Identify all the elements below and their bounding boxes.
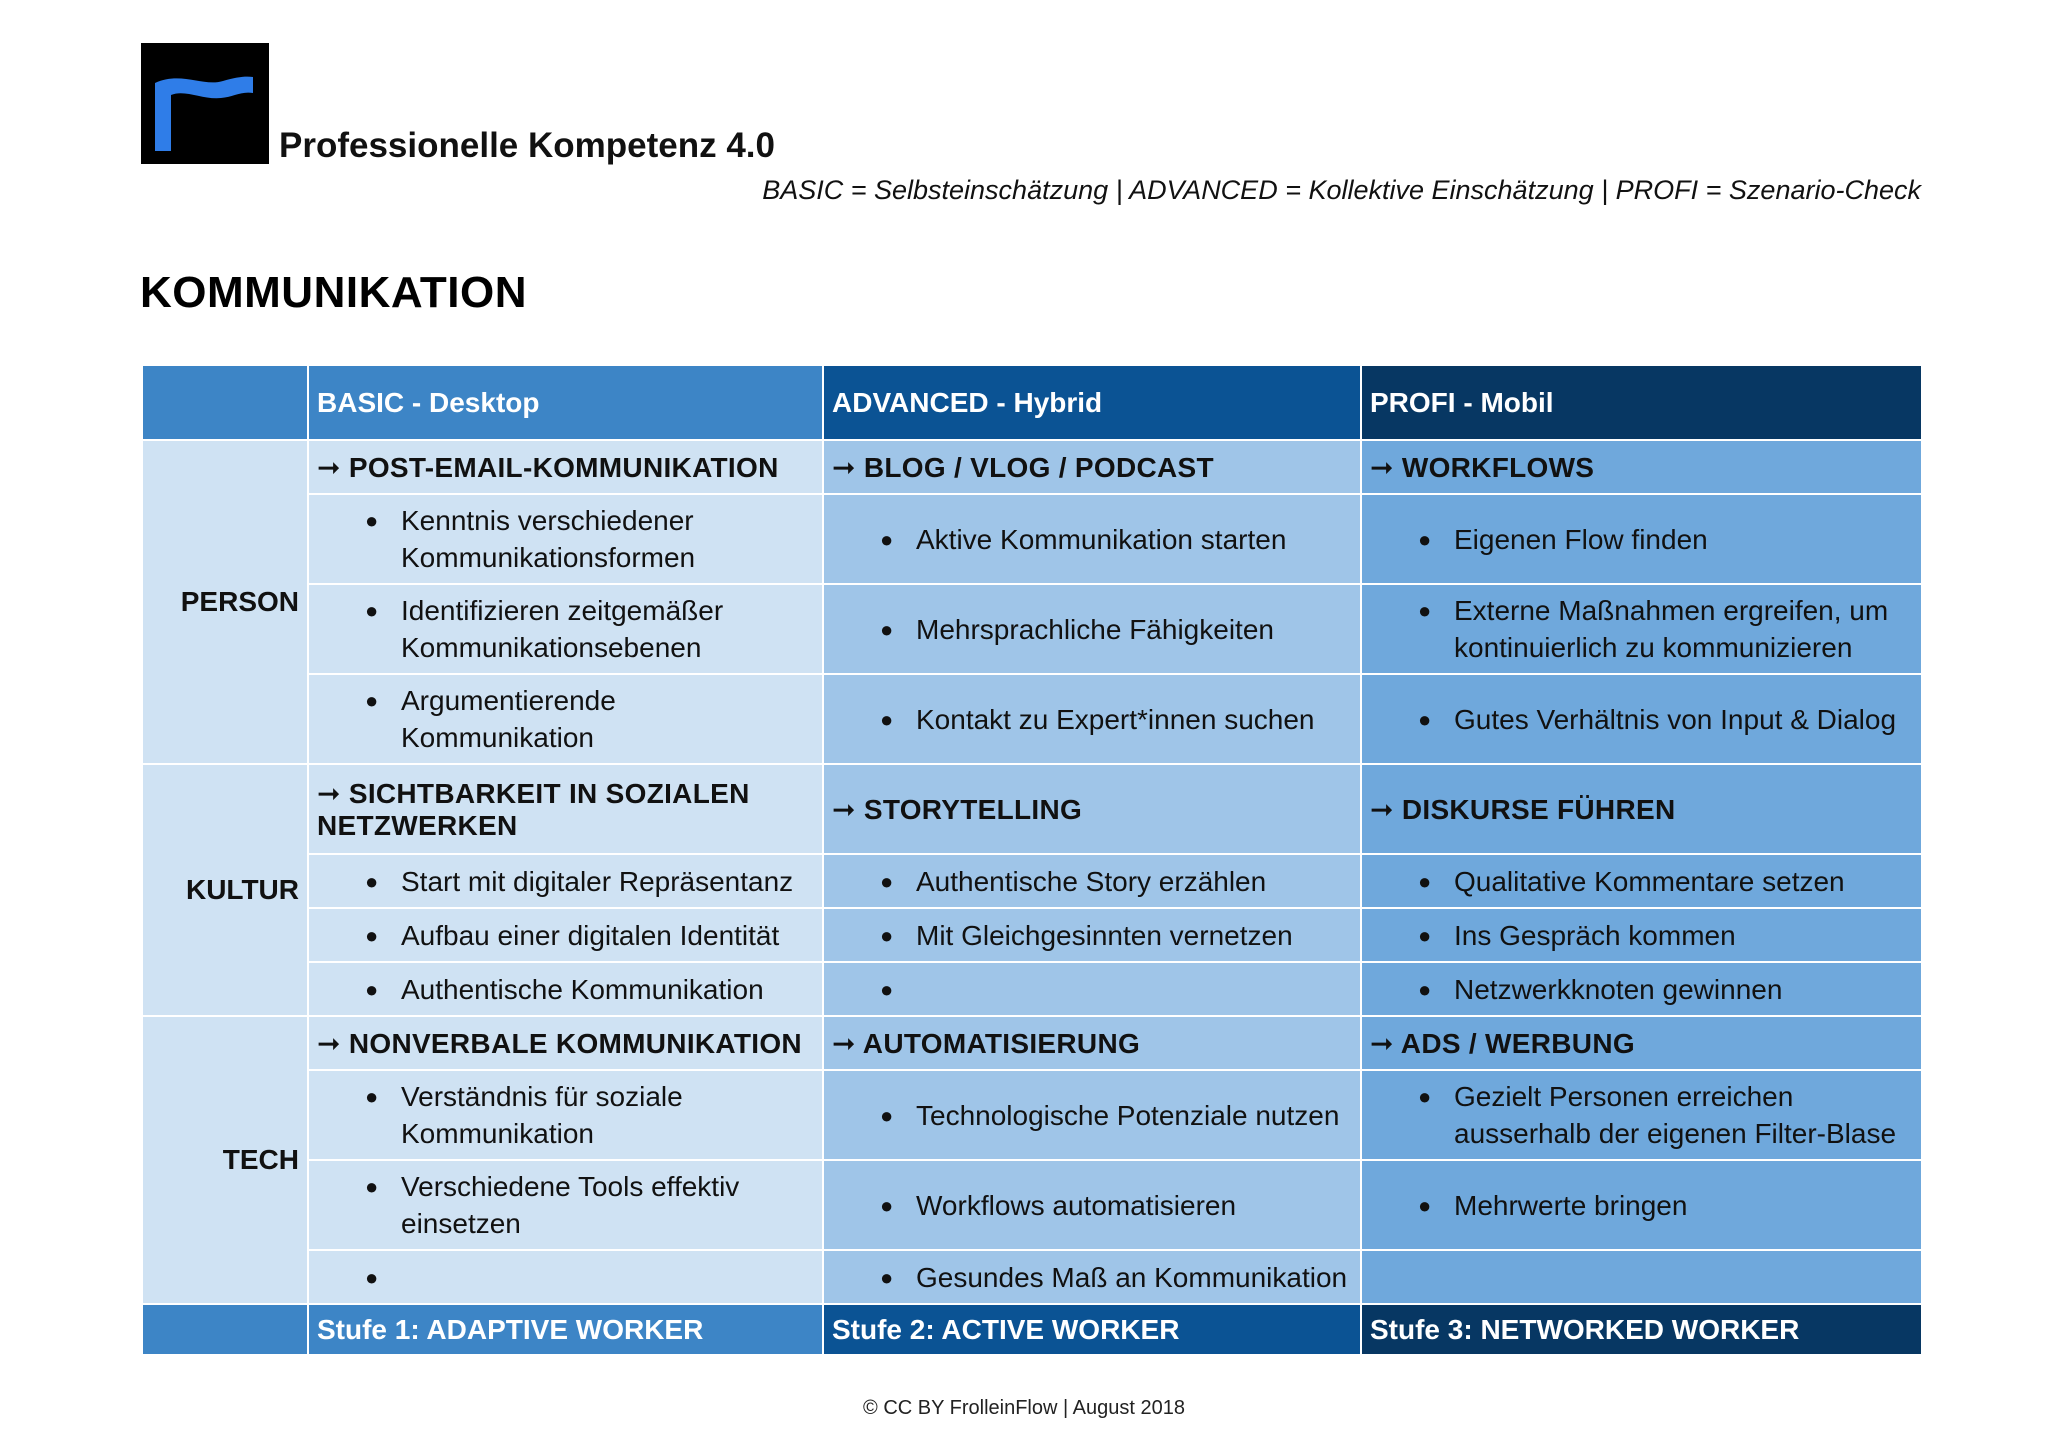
table-cell	[823, 962, 1361, 1016]
table-cell	[308, 1250, 823, 1304]
table-cell	[1361, 1250, 1922, 1304]
table-cell	[1361, 1070, 1922, 1160]
table-cell	[1361, 494, 1922, 584]
table-cell	[1361, 908, 1922, 962]
category-heading: ➞ NONVERBALE KOMMUNIKATION	[308, 1016, 823, 1070]
list-item-text: Gezielt Personen erreichen ausserhalb der eigenen Filter-Blase	[1454, 1081, 1897, 1149]
list-item	[317, 1168, 814, 1242]
list-item-text: Authentische Story erzählen	[916, 865, 1267, 897]
list-item	[832, 1259, 1352, 1296]
bullet-dot-icon: ●	[1418, 922, 1432, 948]
list-item-text: Gutes Verhältnis von Input & Dialog	[1454, 703, 1897, 735]
table-row	[142, 674, 1922, 764]
table-cell	[823, 584, 1361, 674]
bullet-dot-icon: ●	[880, 868, 894, 894]
row-group-label: KULTUR	[142, 764, 308, 1016]
list-item-text: Mehrwerte bringen	[1454, 1189, 1688, 1221]
level-legend: BASIC = Selbsteinschätzung | ADVANCED = Kollektive Einschätzung | PROFI = Szenario-Check	[762, 175, 1921, 205]
list-item	[1370, 592, 1913, 666]
list-item-text: Mehrsprachliche Fähigkeiten	[916, 613, 1274, 645]
bullet-dot-icon: ●	[1418, 526, 1432, 552]
header-advanced: ADVANCED - Hybrid	[823, 365, 1361, 440]
list-item	[1370, 1187, 1913, 1224]
competency-table	[141, 364, 1923, 1356]
category-row	[142, 1016, 1922, 1070]
bullet-dot-icon: ●	[1418, 868, 1432, 894]
table-cell	[823, 854, 1361, 908]
category-row	[142, 440, 1922, 494]
list-item-text: Start mit digitaler Repräsentanz	[401, 865, 794, 897]
bullet-dot-icon: ●	[365, 976, 379, 1002]
table-cell	[308, 674, 823, 764]
bullet-dot-icon: ●	[880, 922, 894, 948]
list-item-text: Verständnis für soziale Kommunikation	[401, 1081, 683, 1149]
footer-level-1: Stufe 1: ADAPTIVE WORKER	[308, 1304, 823, 1355]
bullet-dot-icon: ●	[365, 922, 379, 948]
header-basic: BASIC - Desktop	[308, 365, 823, 440]
list-item	[317, 863, 814, 900]
bullet-dot-icon: ●	[880, 616, 894, 642]
table-cell	[823, 1250, 1361, 1304]
bullet-dot-icon: ●	[880, 1102, 894, 1128]
bullet-dot-icon: ●	[880, 706, 894, 732]
footer-corner	[142, 1304, 308, 1355]
list-item	[317, 502, 814, 576]
list-item	[317, 1259, 814, 1296]
bullet-dot-icon: ●	[880, 1192, 894, 1218]
bullet-dot-icon: ●	[1418, 976, 1432, 1002]
list-item	[832, 917, 1352, 954]
table-cell	[308, 1070, 823, 1160]
copyright-note: © CC BY FrolleinFlow | August 2018	[863, 1397, 1185, 1419]
category-heading: ➞ AUTOMATISIERUNG	[823, 1016, 1361, 1070]
list-item	[832, 1187, 1352, 1224]
table-cell	[1361, 584, 1922, 674]
list-item-text: Mit Gleichgesinnten vernetzen	[916, 919, 1293, 951]
bullet-dot-icon: ●	[365, 1084, 379, 1109]
category-heading: ➞ DISKURSE FÜHREN	[1361, 764, 1922, 854]
list-item	[1370, 1078, 1913, 1152]
list-item-text: Gesundes Maß an Kommunikation	[916, 1261, 1348, 1293]
category-heading: ➞ STORYTELLING	[823, 764, 1361, 854]
section-title: KOMMUNIKATION	[140, 268, 527, 317]
list-item	[317, 971, 814, 1008]
table-row	[142, 1250, 1922, 1304]
list-item	[317, 917, 814, 954]
table-row	[142, 962, 1922, 1016]
list-item	[832, 971, 1352, 1008]
table-cell	[823, 1070, 1361, 1160]
list-item	[317, 1078, 814, 1152]
list-item	[832, 1097, 1352, 1134]
footer-level-3: Stufe 3: NETWORKED WORKER	[1361, 1304, 1922, 1355]
bullet-dot-icon: ●	[880, 1264, 894, 1290]
header-corner	[142, 365, 308, 440]
table-cell	[1361, 1160, 1922, 1250]
table-cell	[823, 494, 1361, 584]
list-item-text: Netzwerkknoten gewinnen	[1454, 973, 1783, 1005]
table-row	[142, 908, 1922, 962]
list-item-text: Verschiedene Tools effektiv einsetzen	[401, 1171, 740, 1239]
list-item-text: Kontakt zu Expert*innen suchen	[916, 703, 1315, 735]
bullet-dot-icon: ●	[1418, 1192, 1432, 1218]
table-cell	[1361, 674, 1922, 764]
footer-level-2: Stufe 2: ACTIVE WORKER	[823, 1304, 1361, 1355]
list-item-text: Externe Maßnahmen ergreifen, um kontinuierlich zu kommunizieren	[1454, 595, 1889, 663]
header-row	[142, 365, 1922, 440]
list-item	[317, 592, 814, 666]
bullet-dot-icon: ●	[880, 526, 894, 552]
category-heading: ➞ POST-EMAIL-KOMMUNIKATION	[308, 440, 823, 494]
row-group-label: PERSON	[142, 440, 308, 764]
list-item	[832, 701, 1352, 738]
table-row	[142, 494, 1922, 584]
table-cell	[1361, 962, 1922, 1016]
bullet-dot-icon: ●	[365, 688, 379, 713]
bullet-dot-icon: ●	[365, 1174, 379, 1199]
list-item-text: Aktive Kommunikation starten	[916, 523, 1287, 555]
table-cell	[823, 674, 1361, 764]
table-row	[142, 584, 1922, 674]
category-heading: ➞ SICHTBARKEIT IN SOZIALEN NETZWERKEN	[308, 764, 823, 854]
table-row	[142, 1160, 1922, 1250]
list-item-text: Kenntnis verschiedener Kommunikationsformen	[401, 505, 696, 573]
list-item	[1370, 863, 1913, 900]
list-item-text: Aufbau einer digitalen Identität	[401, 919, 780, 951]
table-cell	[1361, 854, 1922, 908]
table-row	[142, 1070, 1922, 1160]
bullet-dot-icon: ●	[1418, 1084, 1432, 1109]
table-cell	[308, 494, 823, 584]
list-item-text: Authentische Kommunikation	[401, 973, 764, 1005]
category-heading: ➞ BLOG / VLOG / PODCAST	[823, 440, 1361, 494]
list-item	[1370, 917, 1913, 954]
bullet-dot-icon: ●	[1418, 598, 1432, 623]
row-group-label: TECH	[142, 1016, 308, 1304]
category-row	[142, 764, 1922, 854]
list-item	[832, 863, 1352, 900]
bullet-dot-icon: ●	[365, 1264, 379, 1290]
list-item-text: Ins Gespräch kommen	[1454, 919, 1736, 951]
list-item-text: Qualitative Kommentare setzen	[1454, 865, 1845, 897]
footer-row	[142, 1304, 1922, 1355]
list-item	[832, 611, 1352, 648]
category-heading: ➞ WORKFLOWS	[1361, 440, 1922, 494]
table-cell	[308, 908, 823, 962]
list-item-text: Technologische Potenziale nutzen	[916, 1099, 1340, 1131]
table-row	[142, 854, 1922, 908]
table-cell	[308, 962, 823, 1016]
list-item	[832, 521, 1352, 558]
bullet-dot-icon: ●	[365, 598, 379, 623]
bullet-dot-icon: ●	[880, 976, 894, 1002]
flag-logo-icon	[141, 43, 269, 164]
category-heading: ➞ ADS / WERBUNG	[1361, 1016, 1922, 1070]
table-cell	[308, 854, 823, 908]
list-item	[1370, 521, 1913, 558]
header-profi: PROFI - Mobil	[1361, 365, 1922, 440]
list-item	[1370, 971, 1913, 1008]
bullet-dot-icon: ●	[1418, 706, 1432, 732]
table-cell	[308, 584, 823, 674]
list-item-text: Workflows automatisieren	[916, 1189, 1237, 1221]
bullet-dot-icon: ●	[365, 508, 379, 533]
table-cell	[823, 908, 1361, 962]
table-cell	[823, 1160, 1361, 1250]
list-item-text: Eigenen Flow finden	[1454, 523, 1708, 555]
list-item-text: Identifizieren zeitgemäßer Kommunikationsebenen	[401, 595, 724, 663]
table-cell	[308, 1160, 823, 1250]
document-title: Professionelle Kompetenz 4.0	[279, 126, 775, 165]
list-item	[317, 682, 814, 756]
list-item-text: Argumentierende Kommunikation	[401, 685, 616, 753]
bullet-dot-icon: ●	[365, 868, 379, 894]
list-item	[1370, 701, 1913, 738]
